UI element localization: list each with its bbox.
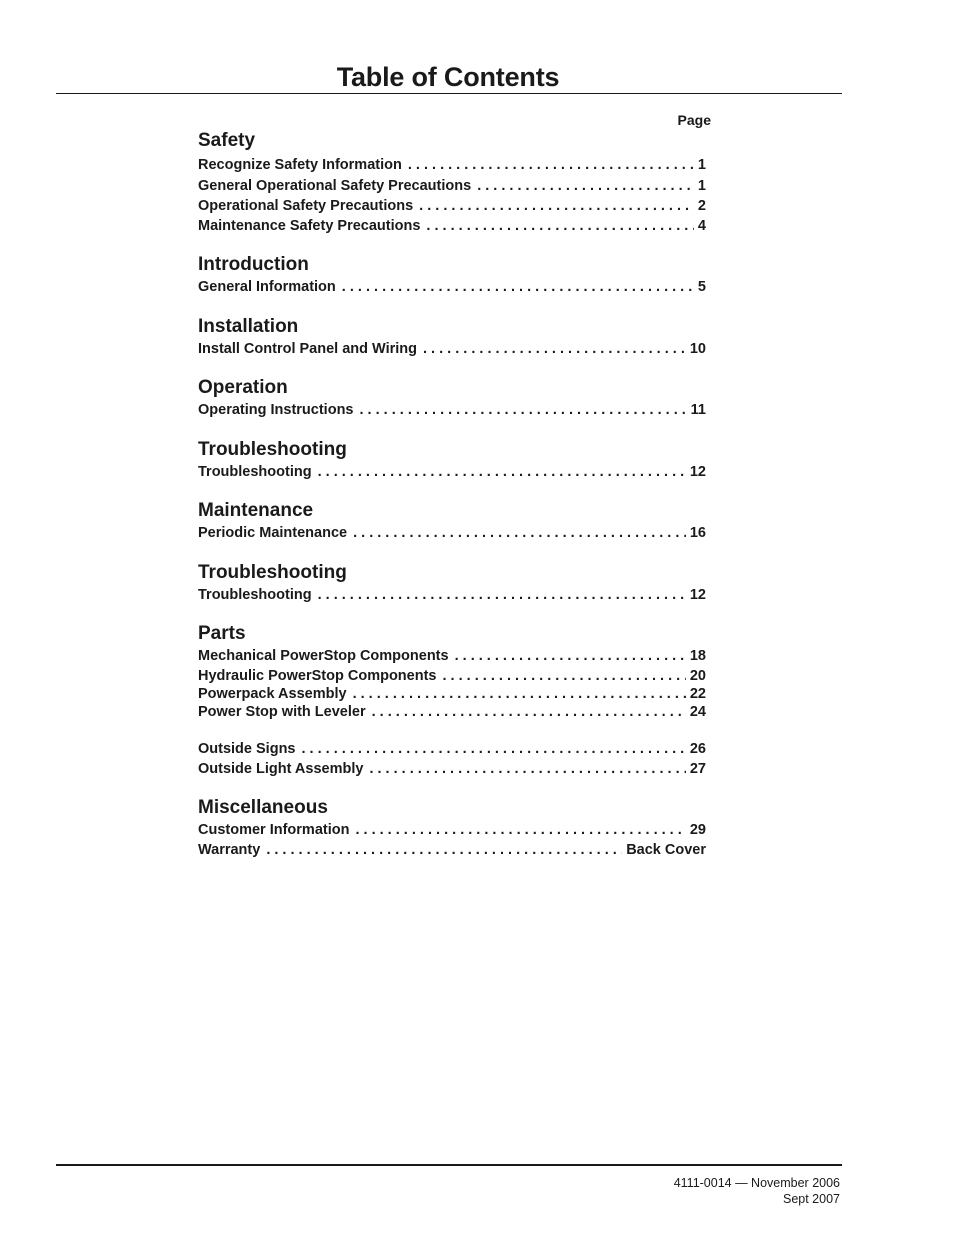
- entry-page: 12: [689, 463, 706, 480]
- section-heading: Installation: [198, 315, 299, 337]
- entry-label: Customer Information: [198, 822, 350, 838]
- entry-page: 1: [697, 178, 706, 194]
- dot-leader: [455, 647, 686, 667]
- entry-label: Outside Signs: [198, 741, 296, 757]
- dot-leader: [442, 667, 685, 685]
- dot-leader: [318, 463, 686, 483]
- toc-entry[interactable]: [198, 176, 706, 197]
- section-heading: Introduction: [198, 254, 309, 275]
- entry-label: Power Stop with Leveler: [198, 703, 366, 720]
- toc-entry[interactable]: [198, 401, 706, 421]
- entry-label: Install Control Panel and Wiring: [198, 340, 417, 357]
- toc-entry[interactable]: [198, 463, 706, 483]
- dot-leader: [419, 197, 694, 217]
- toc-section-miscellaneous: [198, 795, 706, 860]
- entry-page: 26: [689, 741, 706, 757]
- toc-section-installation: [198, 314, 706, 360]
- entry-label: Hydraulic PowerStop Components: [198, 667, 437, 684]
- entry-label: Recognize Safety Information: [198, 157, 402, 173]
- toc-entry[interactable]: [198, 647, 706, 667]
- entry-page: 22: [689, 685, 706, 702]
- section-heading: Troubleshooting: [198, 438, 347, 460]
- entry-page: 24: [689, 703, 706, 720]
- dot-leader: [266, 841, 622, 861]
- entry-label: Operational Safety Precautions: [198, 198, 414, 214]
- toc-entry[interactable]: [198, 821, 706, 841]
- toc-entry[interactable]: [198, 340, 706, 360]
- dot-leader: [302, 740, 686, 760]
- toc-entry[interactable]: [198, 841, 706, 861]
- entry-page: 11: [690, 402, 706, 418]
- entry-page: 12: [689, 586, 706, 603]
- entry-label: Outside Light Assembly: [198, 760, 364, 777]
- dot-leader: [372, 703, 686, 723]
- footer-rule: [56, 1164, 842, 1166]
- entry-page: 16: [689, 525, 706, 541]
- entry-label: General Operational Safety Precautions: [198, 178, 472, 194]
- footer-doc-number: 4111-0014 — November 2006: [673, 1176, 840, 1190]
- toc-section-introduction: [198, 252, 706, 298]
- dot-leader: [360, 401, 687, 421]
- toc-section-troubleshooting: [198, 437, 706, 483]
- title-rule: [56, 93, 842, 94]
- entry-page: 27: [689, 760, 706, 777]
- page-title: Table of Contents: [336, 62, 560, 92]
- entry-page: 18: [689, 648, 706, 664]
- dot-leader: [353, 685, 686, 703]
- entry-page: 2: [697, 198, 706, 214]
- toc-entry[interactable]: [198, 524, 706, 544]
- toc-entry[interactable]: [198, 760, 706, 780]
- toc-entry[interactable]: [198, 586, 706, 606]
- toc-section-parts: [198, 621, 706, 779]
- toc-section-troubleshooting-repeat: [198, 560, 706, 606]
- entry-label: Operating Instructions: [198, 402, 354, 418]
- entry-label: Troubleshooting: [198, 586, 312, 603]
- section-heading: Parts: [198, 623, 246, 644]
- entry-label: Mechanical PowerStop Components: [198, 648, 449, 664]
- toc-entry[interactable]: [198, 278, 706, 298]
- toc-entry[interactable]: [198, 197, 706, 217]
- dot-leader: [318, 586, 686, 606]
- section-heading: Miscellaneous: [198, 797, 328, 818]
- entry-label: Troubleshooting: [198, 463, 312, 480]
- entry-label: Maintenance Safety Precautions: [198, 217, 421, 234]
- page-footer: [674, 1176, 840, 1207]
- dot-leader: [408, 154, 694, 176]
- entry-page: 4: [697, 217, 706, 234]
- entry-label: Warranty: [198, 841, 261, 858]
- entry-page: 1: [697, 157, 706, 173]
- entry-page: 10: [689, 340, 706, 357]
- entry-label: Powerpack Assembly: [198, 685, 347, 702]
- toc-section-safety: [198, 128, 706, 236]
- section-heading: Safety: [198, 130, 256, 151]
- toc-list: [198, 128, 706, 860]
- section-heading: Maintenance: [198, 500, 314, 521]
- entry-page: Back Cover: [626, 841, 706, 858]
- entry-label: Periodic Maintenance: [198, 525, 348, 541]
- toc-entry[interactable]: [198, 667, 706, 685]
- dot-leader: [369, 760, 685, 780]
- footer-revision: Sept 2007: [783, 1191, 840, 1206]
- entry-page: 29: [689, 822, 706, 838]
- toc-entry[interactable]: [198, 217, 706, 237]
- section-heading: Troubleshooting: [198, 561, 347, 583]
- toc-entry[interactable]: [198, 740, 706, 760]
- dot-leader: [355, 821, 685, 841]
- dot-leader: [426, 217, 694, 237]
- entry-page: 20: [689, 667, 706, 684]
- toc-section-maintenance: [198, 498, 706, 544]
- toc-entry[interactable]: [198, 154, 706, 176]
- toc-entry[interactable]: [198, 703, 706, 723]
- section-heading: Operation: [198, 377, 288, 398]
- page-column-header: Page: [677, 112, 711, 128]
- entry-page: 5: [697, 279, 706, 295]
- dot-leader: [342, 278, 694, 298]
- dot-leader: [477, 176, 694, 197]
- toc-section-operation: [198, 375, 706, 421]
- toc-entry[interactable]: [198, 685, 706, 703]
- dot-leader: [353, 524, 686, 544]
- dot-leader: [423, 340, 686, 360]
- entry-label: General Information: [198, 279, 336, 295]
